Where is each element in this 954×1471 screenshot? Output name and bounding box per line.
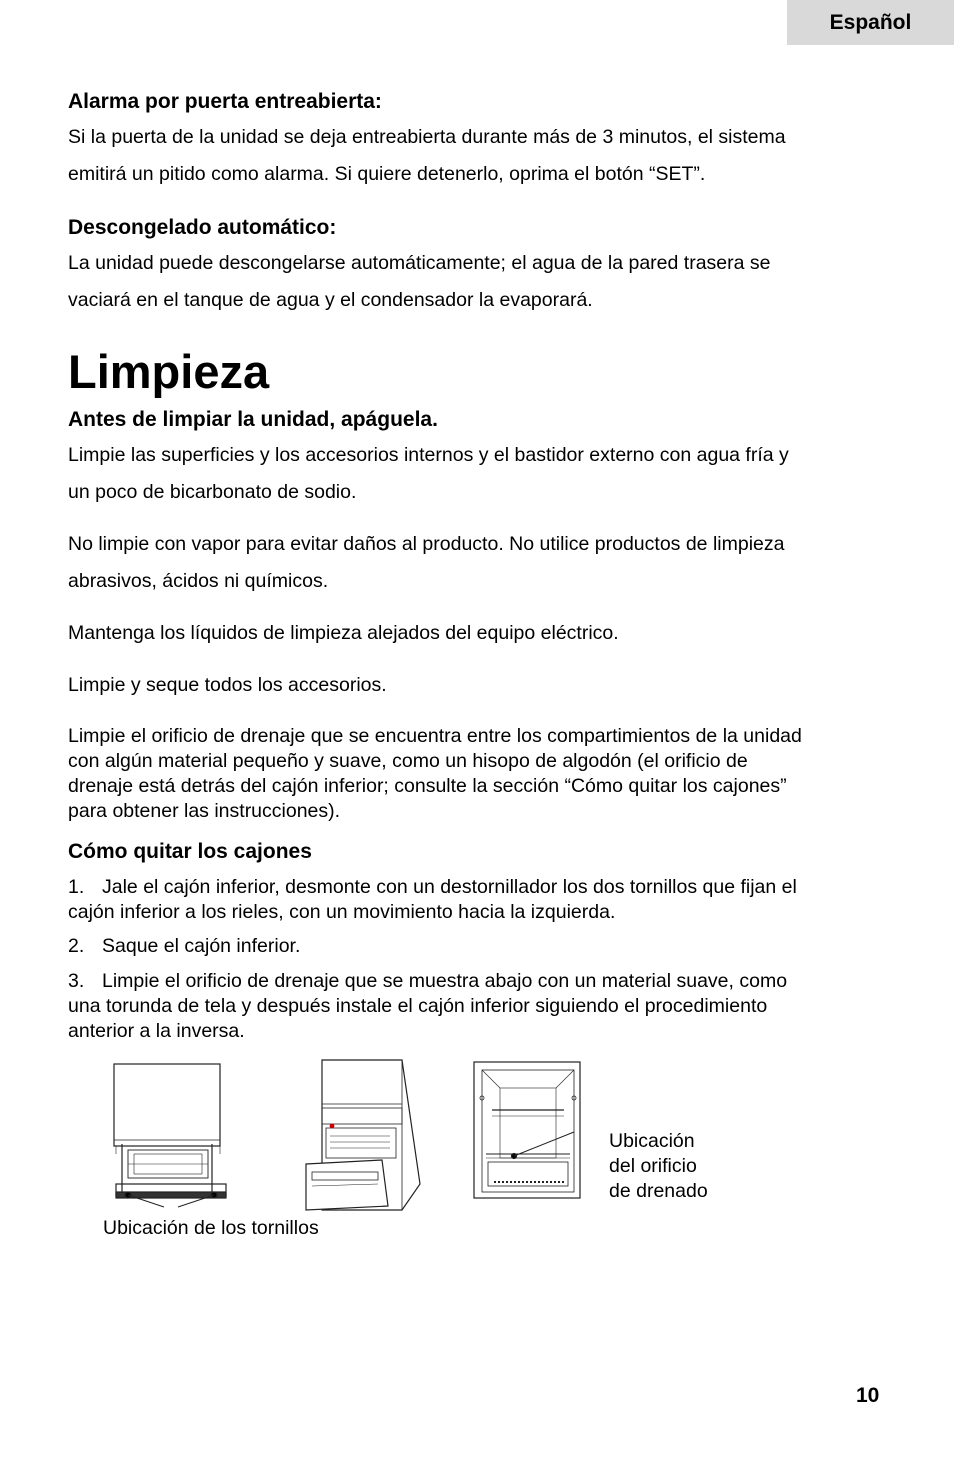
remove-drawers-heading: Cómo quitar los cajones — [68, 840, 312, 863]
cleaning-p2-line-2: abrasivos, ácidos ni químicos. — [68, 570, 329, 592]
screws-caption: Ubicación de los tornillos — [103, 1217, 319, 1239]
step-1-number: 1. — [68, 876, 85, 898]
cleaning-paragraph-1 — [68, 437, 898, 511]
door-alarm-text — [68, 119, 898, 193]
cleaning-p5-line-3: drenaje está detrás del cajón inferior; consulte la sección “Cómo quitar los cajones” — [68, 775, 787, 797]
cleaning-p5-line-2: con algún material pequeño y suave, como un hisopo de algodón (el orificio de — [68, 750, 748, 772]
drain-hole-illustration — [470, 1058, 586, 1204]
language-tab: Español — [787, 0, 954, 45]
step-1-line-1: Jale el cajón inferior, desmonte con un destornillador los dos tornillos que fijan el — [102, 876, 797, 898]
cleaning-p1-line-1: Limpie las superficies y los accesorios internos y el bastidor externo con agua fría y — [68, 444, 789, 466]
step-1 — [68, 875, 898, 925]
step-3-line-2: una torunda de tela y después instale el cajón inferior siguiendo el procedimiento — [68, 995, 768, 1017]
auto-defrost-line-2: vaciará en el tanque de agua y el condensador la evaporará. — [68, 289, 593, 311]
cleaning-paragraph-3: Mantenga los líquidos de limpieza alejados del equipo eléctrico. — [68, 622, 619, 644]
step-2-line-1: Saque el cajón inferior. — [102, 935, 301, 957]
auto-defrost-line-1: La unidad puede descongelarse automáticamente; el agua de la pared trasera se — [68, 252, 771, 274]
front-view-screws-illustration — [108, 1058, 236, 1208]
auto-defrost-text — [68, 245, 898, 319]
drain-caption-line-3: de drenado — [609, 1180, 708, 1202]
cleaning-paragraph-2 — [68, 526, 898, 600]
step-3-line-1: Limpie el orificio de drenaje que se muestra abajo con un material suave, como — [102, 970, 788, 992]
step-2-number: 2. — [68, 935, 85, 957]
door-alarm-heading: Alarma por puerta entreabierta: — [68, 90, 382, 113]
drain-caption — [609, 1129, 708, 1204]
cleaning-p2-line-1: No limpie con vapor para evitar daños al producto. No utilice productos de limpieza — [68, 533, 785, 555]
step-2 — [68, 934, 898, 959]
cleaning-p5-line-4: para obtener las instrucciones). — [68, 800, 341, 822]
cleaning-title: Limpieza — [68, 345, 270, 398]
step-3 — [68, 969, 898, 1044]
cleaning-paragraph-4: Limpie y seque todos los accesorios. — [68, 674, 387, 696]
drain-caption-line-1: Ubicación — [609, 1130, 695, 1152]
cleaning-p1-line-2: un poco de bicarbonato de sodio. — [68, 481, 357, 503]
door-alarm-line-2: emitirá un pitido como alarma. Si quiere detenerlo, oprima el botón “SET”. — [68, 163, 706, 185]
step-3-line-3: anterior a la inversa. — [68, 1020, 245, 1042]
page-number: 10 — [856, 1384, 880, 1407]
drawer-pulled-illustration — [298, 1056, 426, 1216]
step-3-number: 3. — [68, 970, 85, 992]
door-alarm-line-1: Si la puerta de la unidad se deja entreabierta durante más de 3 minutos, el sistema — [68, 126, 786, 148]
cleaning-subheading: Antes de limpiar la unidad, apáguela. — [68, 408, 438, 431]
auto-defrost-heading: Descongelado automático: — [68, 216, 337, 239]
step-1-line-2: cajón inferior a los rieles, con un movimiento hacia la izquierda. — [68, 901, 616, 923]
cleaning-p5-line-1: Limpie el orificio de drenaje que se encuentra entre los compartimientos de la unidad — [68, 725, 802, 747]
cleaning-paragraph-5 — [68, 724, 898, 824]
drain-caption-line-2: del orificio — [609, 1155, 697, 1177]
